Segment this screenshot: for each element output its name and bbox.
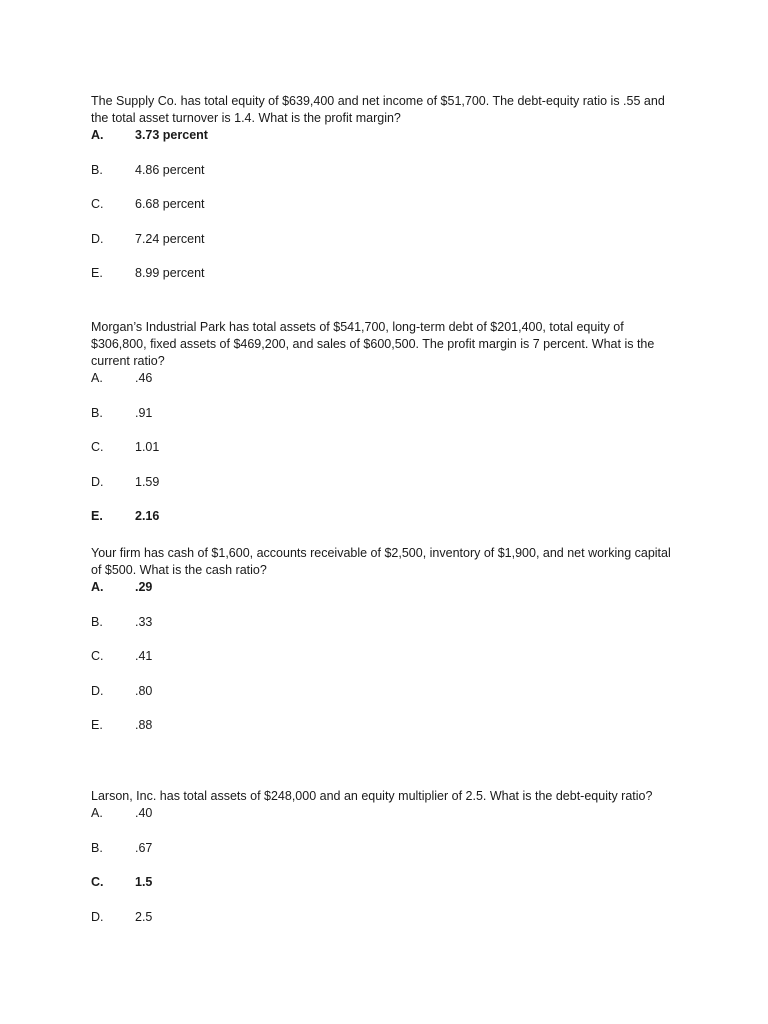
option-d — [91, 909, 681, 926]
option-letter: B. — [91, 840, 103, 855]
option-text: .29 — [135, 580, 153, 594]
question-text: Your firm has cash of $1,600, accounts receivable of $2,500, inventory of $1,900, and net working capital of $500. What is the cash ratio? — [91, 546, 671, 577]
option-e — [91, 265, 681, 282]
question-text: The Supply Co. has total equity of $639,400 and net income of $51,700. The debt-equity ratio is .55 and the total asset turnover is 1.4. What is the profit margin? — [91, 94, 665, 125]
option-text: .40 — [135, 806, 153, 820]
question-text: Larson, Inc. has total assets of $248,000 and an equity multiplier of 2.5. What is the debt-equity ratio? — [91, 789, 653, 803]
option-c — [91, 648, 681, 683]
option-b — [91, 840, 681, 875]
option-list — [91, 579, 681, 734]
option-b — [91, 614, 681, 649]
option-text: .80 — [135, 683, 153, 698]
option-list — [91, 127, 681, 282]
option-letter: D. — [91, 474, 104, 489]
option-letter: D. — [91, 683, 104, 698]
option-letter: C. — [91, 197, 104, 212]
option-letter: C. — [91, 649, 104, 664]
question-text: Morgan’s Industrial Park has total assets of $541,700, long-term debt of $201,400, total equity of $306,800, fixed assets of $469,200, and sales of $600,500. The profit margin is 7 percent. What is the current ratio? — [91, 320, 655, 368]
option-text: 3.73 percent — [135, 128, 208, 142]
option-d — [91, 683, 681, 718]
option-text: .88 — [135, 718, 153, 733]
option-text: 1.5 — [135, 875, 153, 890]
option-letter: C. — [91, 875, 104, 890]
option-text: 2.16 — [135, 509, 160, 524]
option-a — [91, 127, 681, 162]
question-1 — [91, 93, 681, 282]
question-4 — [91, 788, 681, 926]
question-2 — [91, 319, 681, 525]
option-text: 1.59 — [135, 474, 160, 489]
option-a — [91, 370, 681, 405]
option-letter: A. — [91, 580, 104, 594]
option-text: .67 — [135, 840, 153, 855]
option-d — [91, 231, 681, 266]
option-letter: C. — [91, 440, 104, 455]
option-e — [91, 717, 681, 734]
option-text: .91 — [135, 405, 153, 420]
option-a — [91, 579, 681, 614]
option-letter: B. — [91, 614, 103, 629]
option-text: .41 — [135, 649, 153, 664]
option-list — [91, 370, 681, 525]
option-a — [91, 805, 681, 840]
option-letter: A. — [91, 128, 104, 142]
option-text: 8.99 percent — [135, 266, 205, 281]
option-c — [91, 439, 681, 474]
question-3 — [91, 545, 681, 734]
option-text: 6.68 percent — [135, 197, 205, 212]
option-letter: E. — [91, 266, 103, 281]
option-letter: B. — [91, 162, 103, 177]
option-d — [91, 474, 681, 509]
option-text: 4.86 percent — [135, 162, 205, 177]
option-b — [91, 405, 681, 440]
option-letter: D. — [91, 909, 104, 924]
option-text: 2.5 — [135, 909, 153, 924]
option-text: 1.01 — [135, 440, 160, 455]
option-letter: E. — [91, 718, 103, 733]
option-text: .46 — [135, 371, 153, 385]
option-list — [91, 805, 681, 926]
option-b — [91, 162, 681, 197]
option-letter: A. — [91, 371, 103, 385]
option-letter: E. — [91, 509, 103, 524]
option-c — [91, 874, 681, 909]
option-letter: A. — [91, 806, 103, 820]
option-text: .33 — [135, 614, 153, 629]
option-letter: D. — [91, 231, 104, 246]
option-letter: B. — [91, 405, 103, 420]
option-text: 7.24 percent — [135, 231, 205, 246]
option-c — [91, 196, 681, 231]
option-e — [91, 508, 681, 525]
